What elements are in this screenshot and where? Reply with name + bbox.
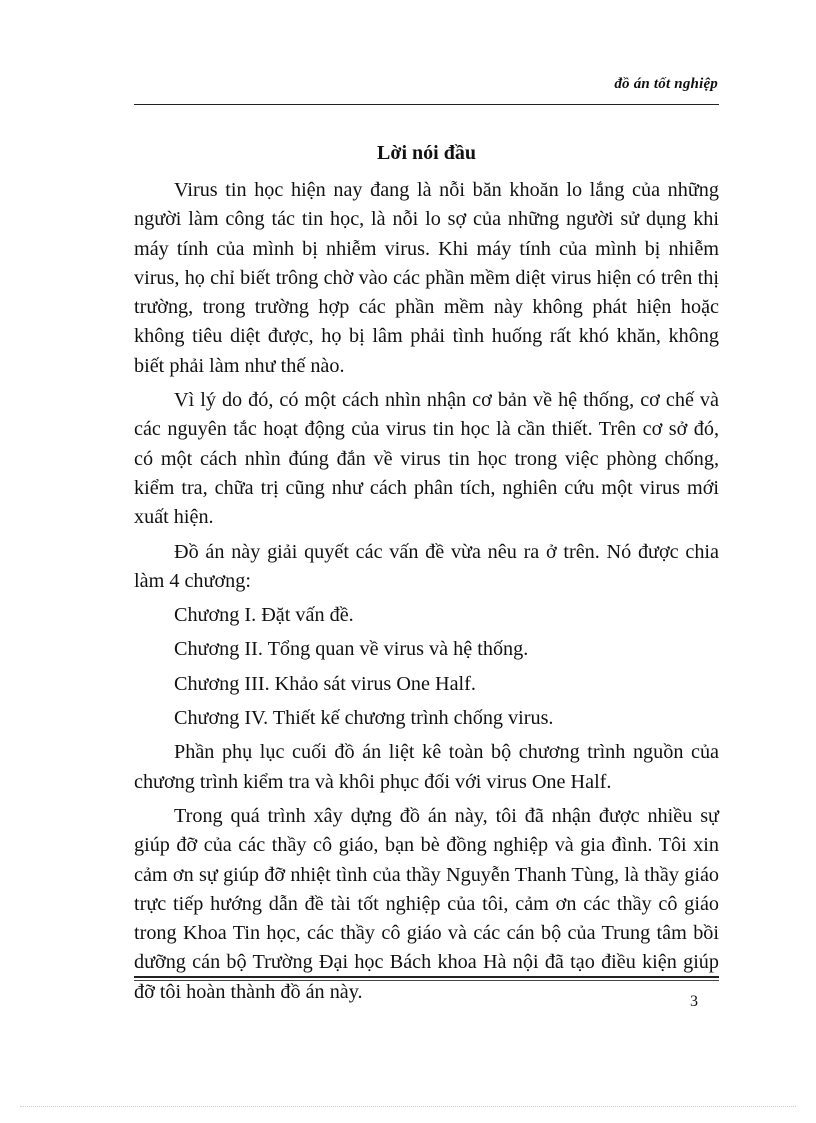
footer-divider-thin [134,980,719,981]
page-title: Lời nói đầu [377,142,476,164]
page-number: 3 [690,993,698,1010]
chapter-item-2: Chương II. Tổng quan về virus và hệ thống. [174,638,529,661]
header-title: đồ án tốt nghiệp [614,76,718,92]
paragraph-intro-2: Vì lý do đó, có một cách nhìn nhận cơ bản về hệ thống, cơ chế và các nguyên tắc hoạt động của virus tin học là cần thiết. Trên cơ sở đó, có một cách nhìn đúng đắn về virus tin học trong việc phòng chống, kiểm tra, chữa trị cũng như cách phân tích, nghiên cứu một virus mới xuất hiện. [134,389,719,529]
paragraph-acknowledgements: Trong quá trình xây dựng đồ án này, tôi đã nhận được nhiều sự giúp đỡ của các thầy cô giáo, bạn bè đồng nghiệp và gia đình. Tôi xin cảm ơn sự giúp đỡ nhiệt tình của thầy Nguyễn Thanh Tùng, là thầy giáo trực tiếp hướng dẫn đề tài tốt nghiệp của tôi, cảm ơn các thầy cô giáo trong Khoa Tin học, các thầy cô giáo và các cán bộ của Trung tâm bồi dưỡng cán bộ Trường Đại học Bách khoa Hà nội đã tạo điều kiện giúp đỡ tôi hoàn thành đồ án này. [134,804,719,1003]
paragraph-appendix: Phần phụ lục cuối đồ án liệt kê toàn bộ chương trình nguồn của chương trình kiểm tra và khôi phục đối với virus One Half. [134,741,719,793]
header-divider [134,104,719,105]
footer-divider [134,976,719,978]
chapter-item-1: Chương I. Đặt vấn đề. [174,604,354,627]
paragraph-intro-1: Virus tin học hiện nay đang là nỗi băn khoăn lo lắng của những người làm công tác tin học, là nỗi lo sợ của những người sử dụng khi máy tính của mình bị nhiễm virus. Khi máy tính của mình bị nhiễm virus, họ chỉ biết trông chờ vào các phần mềm diệt virus hiện có trên thị trường, trong trường hợp các phần mềm này không phát hiện hoặc không tiêu diệt được, họ bị lâm phải tình huống rất khó khăn, không biết phải làm như thế nào. [134,179,719,377]
page-bottom-border [20,1106,796,1107]
document-body [134,176,719,1012]
paragraph-intro-3: Đồ án này giải quyết các vấn đề vừa nêu ra ở trên. Nó được chia làm 4 chương: [134,540,719,592]
chapter-item-4: Chương IV. Thiết kế chương trình chống virus. [174,707,554,730]
chapter-item-3: Chương III. Khảo sát virus One Half. [174,672,476,695]
